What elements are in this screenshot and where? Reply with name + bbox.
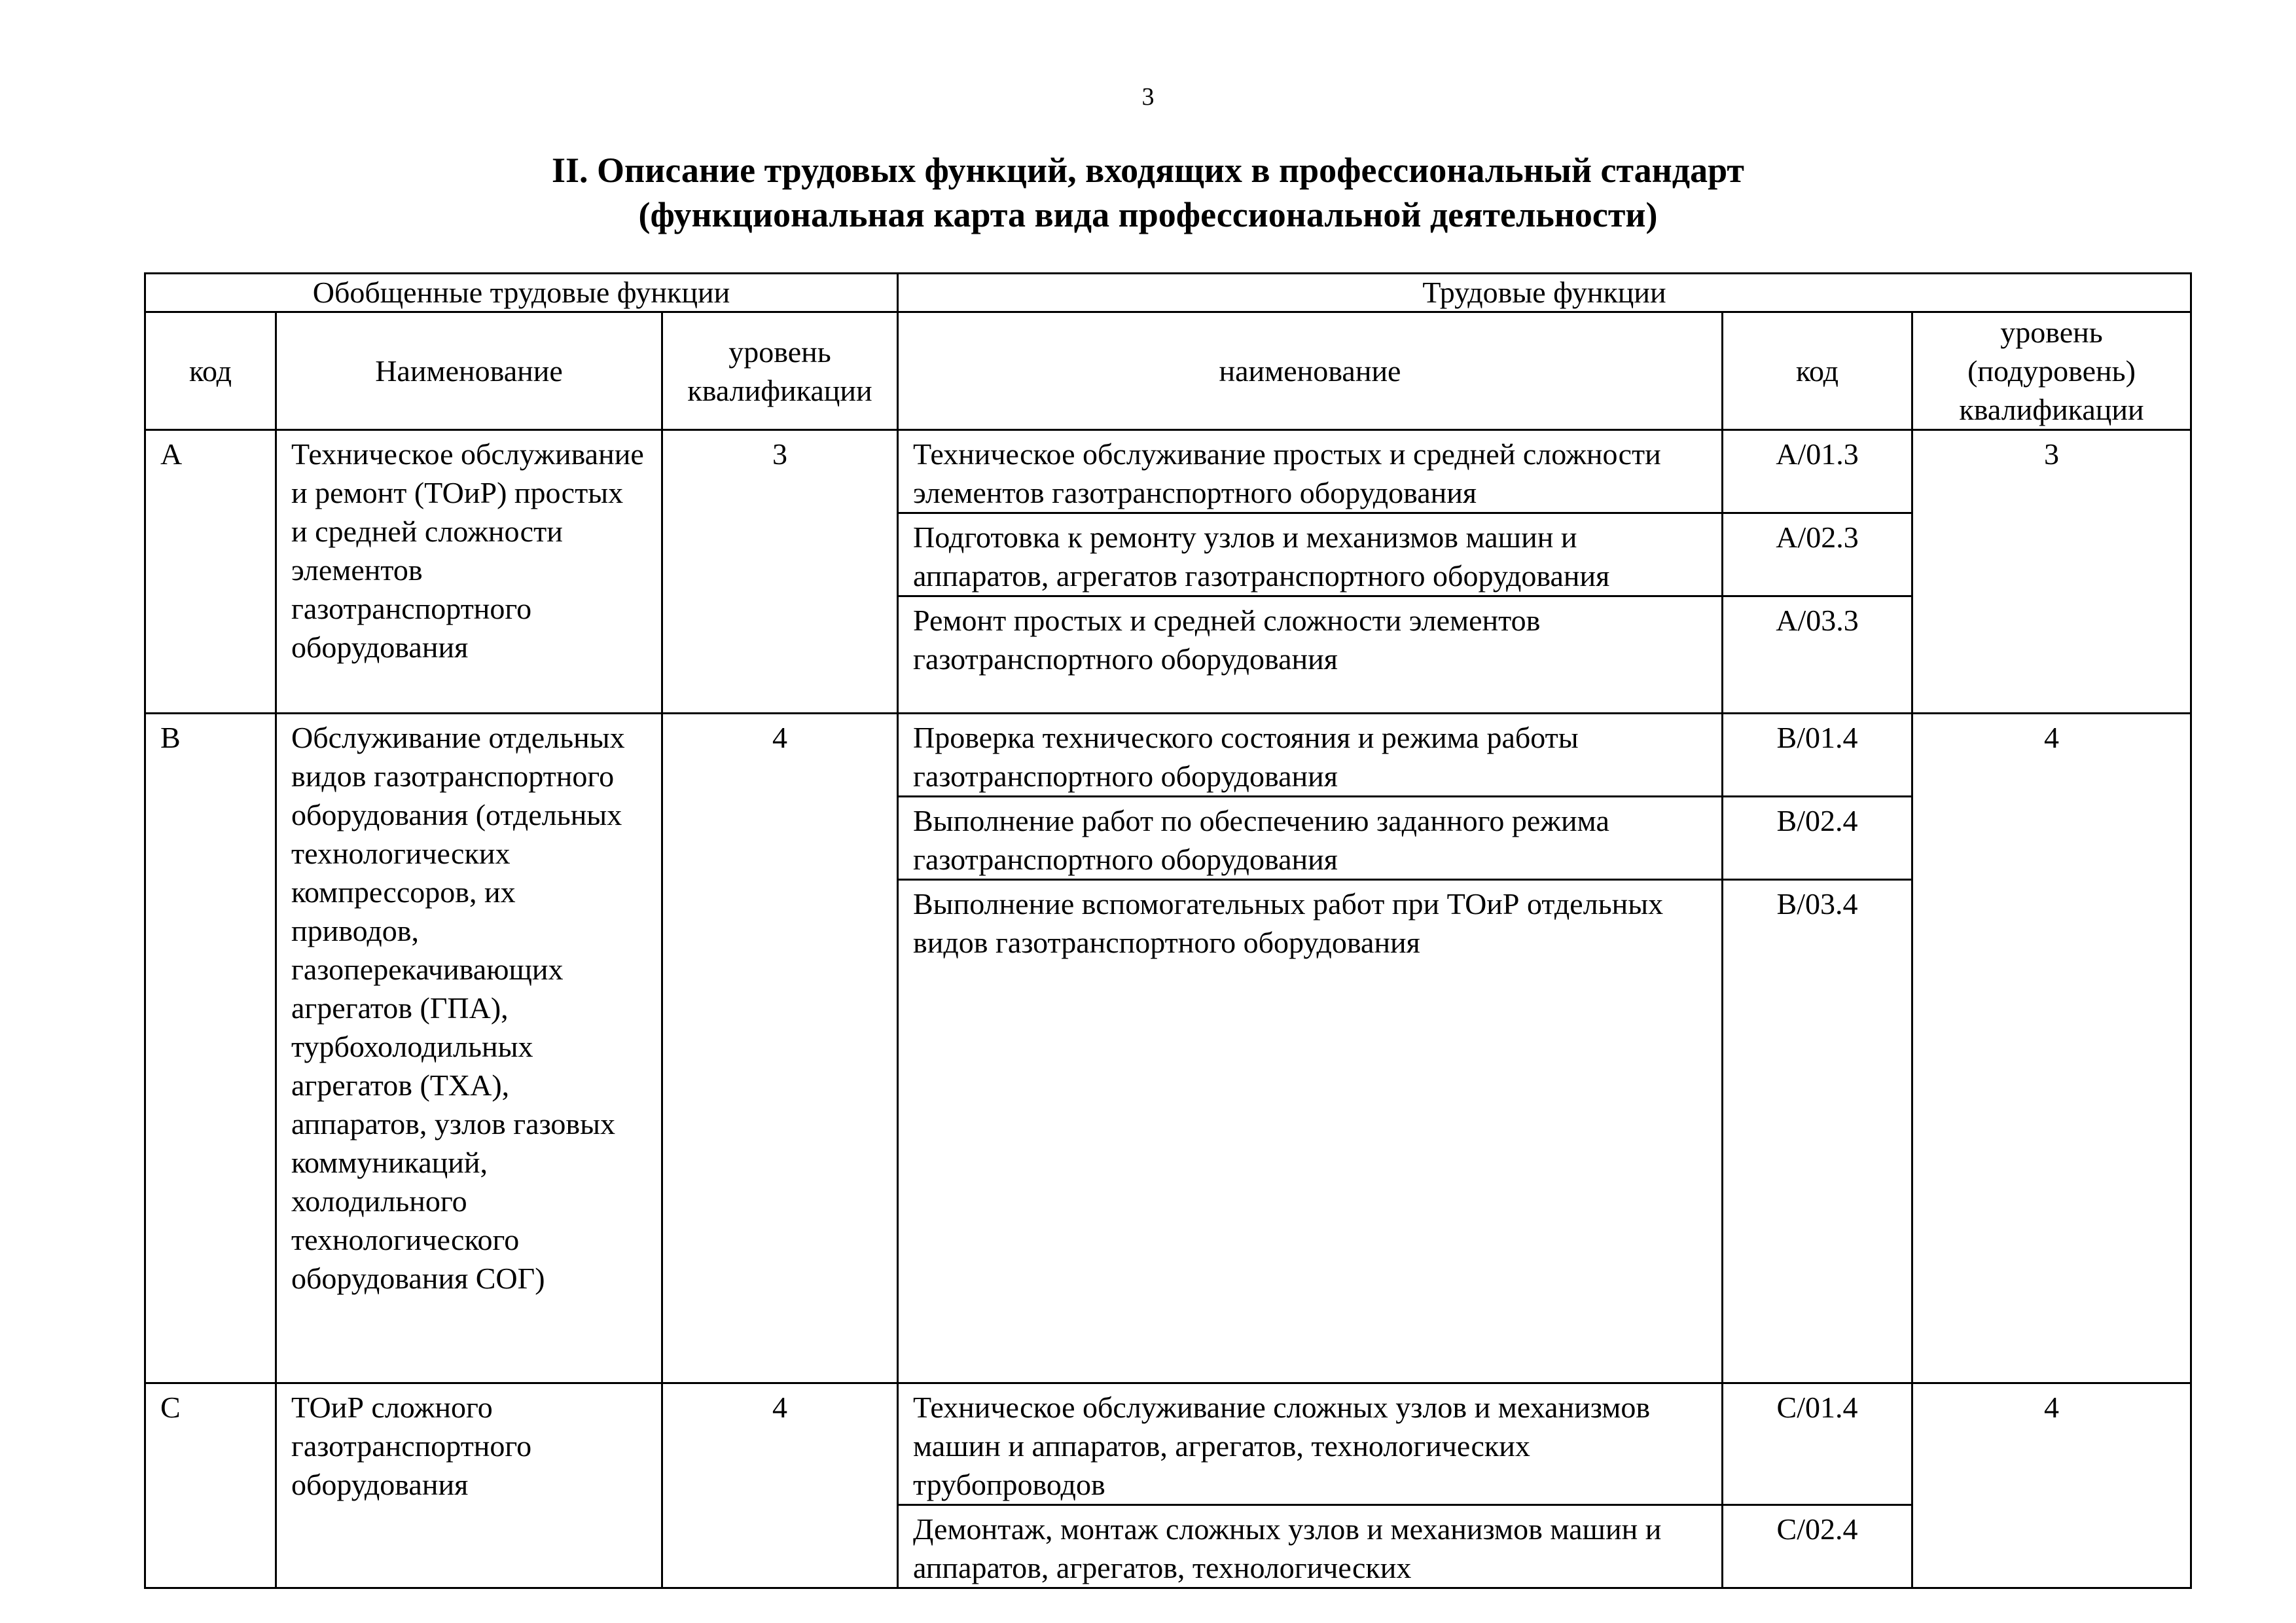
function-code: B/02.4 — [1723, 797, 1912, 880]
table-row — [145, 430, 2191, 513]
function-name: Техническое обслуживание сложных узлов и механизмов машин и аппаратов, агрегатов, технологических трубопроводов — [898, 1383, 1723, 1505]
function-code: A/03.3 — [1723, 596, 1912, 714]
col-header-name: Наименование — [276, 312, 662, 430]
col-header-code: код — [145, 312, 276, 430]
table-row — [145, 714, 2191, 797]
functional-map-table — [144, 272, 2192, 1589]
group-name: Обслуживание отдельных видов газотранспортного оборудования (отдельных технологических компрессоров, их приводов, газоперекачивающих агрегатов (ГПА), турбохолодильных агрегатов (ТХА), аппаратов, узлов газовых коммуникаций, холодильного технологического оборудования СОГ) — [276, 714, 662, 1383]
function-name: Выполнение вспомогательных работ при ТОиР отдельных видов газотранспортного оборудования — [898, 880, 1723, 1383]
group-level: 3 — [662, 430, 898, 714]
function-name: Демонтаж, монтаж сложных узлов и механизмов машин и аппаратов, агрегатов, технологических — [898, 1505, 1723, 1588]
group-code: C — [145, 1383, 276, 1588]
function-code: A/02.3 — [1723, 513, 1912, 596]
col-header-fn-level: уровень (подуровень) квалификации — [1912, 312, 2191, 430]
group-level: 4 — [662, 714, 898, 1383]
function-code: B/03.4 — [1723, 880, 1912, 1383]
group-code: B — [145, 714, 276, 1383]
function-code: C/02.4 — [1723, 1505, 1912, 1588]
table-group-header-row — [145, 274, 2191, 312]
title-line-2: (функциональная карта вида профессиональной деятельности) — [638, 195, 1658, 234]
col-header-fn-code: код — [1723, 312, 1912, 430]
group-name: ТОиР сложного газотранспортного оборудования — [276, 1383, 662, 1588]
table-column-header-row — [145, 312, 2191, 430]
page-number: 3 — [1141, 83, 1155, 111]
function-code: C/01.4 — [1723, 1383, 1912, 1505]
function-name: Проверка технического состояния и режима работы газотранспортного оборудования — [898, 714, 1723, 797]
function-name: Техническое обслуживание простых и средней сложности элементов газотранспортного оборудования — [898, 430, 1723, 513]
function-level: 4 — [1912, 1383, 2191, 1588]
page-title — [0, 148, 2296, 237]
table-row — [145, 1383, 2191, 1505]
generalized-functions-header: Обобщенные трудовые функции — [145, 274, 898, 312]
function-code: A/01.3 — [1723, 430, 1912, 513]
group-name: Техническое обслуживание и ремонт (ТОиР) простых и средней сложности элементов газотранспортного оборудования — [276, 430, 662, 714]
group-code: A — [145, 430, 276, 714]
labor-functions-header: Трудовые функции — [898, 274, 2191, 312]
function-name: Ремонт простых и средней сложности элементов газотранспортного оборудования — [898, 596, 1723, 714]
function-level: 3 — [1912, 430, 2191, 714]
function-level: 4 — [1912, 714, 2191, 1383]
function-name: Подготовка к ремонту узлов и механизмов машин и аппаратов, агрегатов газотранспортного оборудования — [898, 513, 1723, 596]
function-name: Выполнение работ по обеспечению заданного режима газотранспортного оборудования — [898, 797, 1723, 880]
group-level: 4 — [662, 1383, 898, 1588]
title-line-1: II. Описание трудовых функций, входящих в профессиональный стандарт — [552, 151, 1744, 190]
col-header-level: уровень квалификации — [662, 312, 898, 430]
col-header-fn-name: наименование — [898, 312, 1723, 430]
function-code: B/01.4 — [1723, 714, 1912, 797]
